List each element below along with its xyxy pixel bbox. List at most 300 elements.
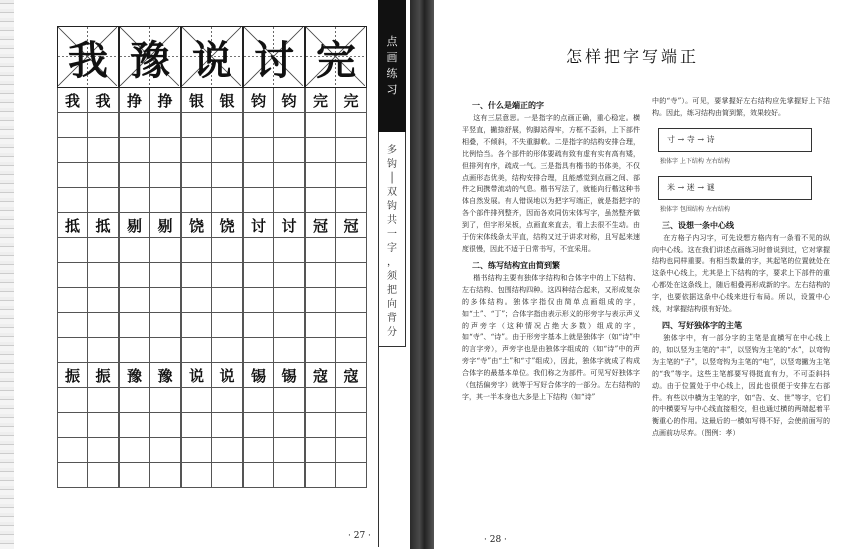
practice-cell[interactable] <box>181 263 212 288</box>
practice-cell[interactable] <box>150 188 181 213</box>
practice-cell[interactable] <box>274 338 305 363</box>
paragraph: 在方格子内习字，可先设想方格内有一条看不见的纵向中心线。这在我们讲述点画练习时曾说到过，它对掌握结构也同样重要。有相当数量的字，其起笔的位置就处在这条中心线上，尤其是上下结构的字，要求上下部件的重心都处在这条线上，随后相叠再形成新的字。左右结构的字，也要依据这条中心线来进行布局。所以，设置中心线，对掌握结构很有好处。 <box>652 233 830 314</box>
practice-cell[interactable] <box>181 288 212 313</box>
practice-row <box>57 363 119 388</box>
practice-row <box>243 288 305 313</box>
example-text: 寸 → 寺 → 诗 <box>667 134 715 144</box>
practice-row <box>181 463 243 488</box>
practice-cell[interactable] <box>150 113 181 138</box>
paragraph: 这有三层意思。一是指字的点画正确，重心稳定。横平竖直，撇捺舒展，钩脚站得牢，方框不歪斜，上下部件相叠，不倾斜，不失重脚軟。二是指字的结构安排合理，比例恰当。各个部件的形体要疏有致有虚有实有高有矮，但排列有序，疏成一气。三是指具有楷书的书体美，不仅点画形态优美，结构安排合理，且能感觉到点画之间、部件之间携带流动的气息。楷书写法了，就能向行楷这种书体自然发展。有人错误地以为把字写端正，就是指把字的各个部件排列整齐，因而各欢同仿宋体写字，虽然整齐做到了，但字形呆板，点画直来直去，看上去很不生动。由于仿宋体线条太平直，结构又过于讲求对称，且写起来速度很慢，因此不适于日常书写，不宜采用。 <box>462 114 640 253</box>
practice-row <box>243 263 305 288</box>
practice-cell[interactable] <box>336 463 367 488</box>
practice-cell[interactable] <box>150 463 181 488</box>
model-character: 我 <box>68 36 108 84</box>
practice-cell[interactable] <box>305 238 336 263</box>
model-character: 说 <box>192 36 232 84</box>
practice-cell[interactable] <box>119 338 150 363</box>
practice-cell[interactable]: 锡 <box>243 363 274 388</box>
practice-row <box>119 238 181 263</box>
practice-cell[interactable] <box>336 288 367 313</box>
practice-cell[interactable]: 豫 <box>119 363 150 388</box>
practice-cell[interactable] <box>243 188 274 213</box>
practice-cell[interactable] <box>243 263 274 288</box>
practice-cell[interactable]: 饶 <box>181 213 212 238</box>
model-character-box <box>57 26 119 88</box>
practice-cell[interactable] <box>119 163 150 188</box>
practice-cell[interactable] <box>57 138 88 163</box>
practice-cell[interactable] <box>305 413 336 438</box>
model-character-box <box>305 26 367 88</box>
practice-row <box>305 413 367 438</box>
practice-row <box>57 413 119 438</box>
practice-cell[interactable] <box>212 313 243 338</box>
practice-row <box>181 313 243 338</box>
practice-cell[interactable] <box>305 288 336 313</box>
practice-cell[interactable]: 说 <box>212 363 243 388</box>
practice-cell[interactable] <box>305 113 336 138</box>
practice-cell[interactable] <box>212 138 243 163</box>
practice-cell[interactable] <box>274 138 305 163</box>
practice-cell[interactable] <box>305 463 336 488</box>
example-box-1 <box>658 128 812 152</box>
practice-cell[interactable] <box>88 438 119 463</box>
practice-cell[interactable] <box>336 438 367 463</box>
practice-cell[interactable] <box>57 188 88 213</box>
practice-cell[interactable] <box>212 238 243 263</box>
practice-row <box>243 363 305 388</box>
side-rule <box>378 347 406 547</box>
practice-row <box>181 163 243 188</box>
practice-row <box>119 438 181 463</box>
practice-cell[interactable] <box>150 238 181 263</box>
practice-cell[interactable] <box>181 163 212 188</box>
practice-cell[interactable] <box>212 188 243 213</box>
side-heading-char: 习 <box>386 83 398 96</box>
practice-row <box>181 263 243 288</box>
practice-cell[interactable] <box>274 438 305 463</box>
practice-cell[interactable]: 钧 <box>243 88 274 113</box>
practice-cell[interactable] <box>88 463 119 488</box>
practice-cell[interactable] <box>336 188 367 213</box>
practice-cell[interactable] <box>336 163 367 188</box>
practice-cell[interactable] <box>305 163 336 188</box>
practice-cell[interactable] <box>212 288 243 313</box>
practice-row <box>119 88 181 113</box>
practice-cell[interactable]: 豫 <box>150 363 181 388</box>
practice-cell[interactable]: 银 <box>181 88 212 113</box>
practice-cell[interactable] <box>243 313 274 338</box>
side-verse-char: 背 <box>387 313 397 324</box>
side-verse-char: 多 <box>387 145 397 156</box>
practice-row <box>305 188 367 213</box>
page-number-left: · 27 · <box>348 531 371 541</box>
section-heading: 三、设想一条中心线 <box>662 219 734 230</box>
practice-cell[interactable] <box>119 388 150 413</box>
practice-cell[interactable] <box>243 238 274 263</box>
practice-row <box>305 213 367 238</box>
practice-cell[interactable] <box>57 438 88 463</box>
practice-row <box>181 288 243 313</box>
practice-cell[interactable]: 讨 <box>274 213 305 238</box>
practice-cell[interactable]: 振 <box>88 363 119 388</box>
practice-cell[interactable] <box>274 288 305 313</box>
practice-cell[interactable] <box>181 388 212 413</box>
page-number-right: · 28 · <box>484 535 507 545</box>
side-panel <box>378 0 406 549</box>
practice-column <box>57 26 119 488</box>
practice-cell[interactable] <box>274 238 305 263</box>
practice-cell[interactable] <box>243 163 274 188</box>
practice-row <box>57 113 119 138</box>
practice-row <box>57 338 119 363</box>
practice-cell[interactable] <box>88 113 119 138</box>
model-character: 豫 <box>130 36 170 84</box>
practice-cell[interactable] <box>181 113 212 138</box>
section-heading: 二、练写结构宜由简到繁 <box>472 259 560 270</box>
practice-cell[interactable]: 冠 <box>305 213 336 238</box>
side-verse-char: 钩 <box>387 201 397 212</box>
example-box-2 <box>658 176 812 200</box>
practice-row <box>57 163 119 188</box>
practice-row <box>181 113 243 138</box>
page-title: 怎样把字写端正 <box>566 47 700 66</box>
practice-row <box>181 413 243 438</box>
practice-cell[interactable] <box>274 113 305 138</box>
model-character-box <box>243 26 305 88</box>
practice-cell[interactable] <box>119 438 150 463</box>
practice-cell[interactable] <box>305 188 336 213</box>
side-verse-char: 向 <box>387 299 397 310</box>
section-heading: 一、什么是端正的字 <box>472 100 544 110</box>
practice-cell[interactable] <box>243 463 274 488</box>
practice-cell[interactable] <box>57 338 88 363</box>
practice-cell[interactable] <box>336 263 367 288</box>
practice-row <box>243 88 305 113</box>
practice-row <box>305 238 367 263</box>
practice-cell[interactable] <box>336 388 367 413</box>
practice-cell[interactable] <box>88 313 119 338</box>
practice-cell[interactable] <box>88 413 119 438</box>
practice-cell[interactable] <box>336 113 367 138</box>
practice-cell[interactable] <box>119 113 150 138</box>
practice-cell[interactable] <box>243 338 274 363</box>
side-verse-char: 钩 <box>387 159 397 170</box>
practice-cell[interactable]: 说 <box>181 363 212 388</box>
side-heading-char: 画 <box>386 51 398 64</box>
practice-cell[interactable] <box>181 238 212 263</box>
text-column-right <box>652 96 830 536</box>
text-column-left <box>462 96 640 536</box>
side-verse-char: 一 <box>387 229 397 240</box>
side-verse-char: │ <box>388 173 396 184</box>
practice-row <box>243 313 305 338</box>
practice-row <box>305 163 367 188</box>
practice-cell[interactable] <box>57 238 88 263</box>
practice-row <box>57 88 119 113</box>
practice-cell[interactable] <box>274 188 305 213</box>
practice-cell[interactable] <box>88 138 119 163</box>
practice-row <box>243 388 305 413</box>
practice-cell[interactable] <box>212 338 243 363</box>
practice-cell[interactable] <box>88 188 119 213</box>
practice-cell[interactable]: 剔 <box>150 213 181 238</box>
practice-cell[interactable] <box>274 413 305 438</box>
practice-cell[interactable] <box>57 413 88 438</box>
practice-cell[interactable] <box>119 288 150 313</box>
practice-cell[interactable] <box>181 463 212 488</box>
practice-cell[interactable] <box>305 338 336 363</box>
practice-cell[interactable] <box>150 288 181 313</box>
practice-cell[interactable] <box>57 263 88 288</box>
practice-row <box>119 288 181 313</box>
practice-cell[interactable] <box>150 313 181 338</box>
practice-cell[interactable]: 寇 <box>305 363 336 388</box>
practice-cell[interactable] <box>336 338 367 363</box>
side-verse-char: 分 <box>387 327 397 338</box>
practice-row <box>243 238 305 263</box>
practice-cell[interactable] <box>57 288 88 313</box>
practice-cell[interactable] <box>150 388 181 413</box>
practice-row <box>305 88 367 113</box>
practice-row <box>181 88 243 113</box>
practice-cell[interactable]: 寇 <box>336 363 367 388</box>
practice-column <box>181 26 243 488</box>
practice-cell[interactable]: 剔 <box>119 213 150 238</box>
practice-row <box>243 338 305 363</box>
paragraph: 中的“寺”）。可见，要掌握好左右结构应先掌握好上下结构。因此，练习结构由简到繁，效果较好。 <box>652 97 830 117</box>
practice-cell[interactable] <box>274 163 305 188</box>
practice-cell[interactable]: 抵 <box>88 213 119 238</box>
practice-row <box>243 138 305 163</box>
practice-row <box>181 338 243 363</box>
side-verse-char: 字 <box>387 243 397 254</box>
example-caption: 独体字 上下结构 左右结构 <box>660 157 730 165</box>
practice-cell[interactable] <box>212 438 243 463</box>
side-verse-char: ， <box>387 257 397 268</box>
practice-cell[interactable] <box>150 438 181 463</box>
practice-cell[interactable] <box>336 138 367 163</box>
practice-cell[interactable] <box>119 188 150 213</box>
practice-row <box>243 113 305 138</box>
practice-row <box>305 263 367 288</box>
practice-cell[interactable] <box>88 263 119 288</box>
practice-cell[interactable] <box>212 463 243 488</box>
practice-cell[interactable] <box>57 163 88 188</box>
practice-cell[interactable] <box>88 388 119 413</box>
book-gutter <box>410 0 434 549</box>
practice-row <box>181 213 243 238</box>
practice-cell[interactable] <box>119 413 150 438</box>
practice-row <box>119 163 181 188</box>
practice-row <box>119 463 181 488</box>
practice-row <box>57 213 119 238</box>
side-verse <box>378 132 406 347</box>
practice-row <box>119 363 181 388</box>
practice-cell[interactable] <box>274 263 305 288</box>
practice-cell[interactable] <box>212 263 243 288</box>
practice-row <box>181 438 243 463</box>
practice-row <box>181 388 243 413</box>
practice-row <box>57 313 119 338</box>
practice-cell[interactable] <box>243 138 274 163</box>
model-character: 讨 <box>254 36 294 84</box>
practice-cell[interactable] <box>243 413 274 438</box>
practice-cell[interactable]: 锡 <box>274 363 305 388</box>
practice-cell[interactable] <box>305 138 336 163</box>
practice-cell[interactable]: 冠 <box>336 213 367 238</box>
practice-cell[interactable]: 完 <box>336 88 367 113</box>
side-verse-char: 双 <box>387 187 397 198</box>
practice-cell[interactable] <box>150 263 181 288</box>
model-character-box <box>119 26 181 88</box>
practice-row <box>57 188 119 213</box>
practice-cell[interactable] <box>243 388 274 413</box>
practice-cell[interactable]: 讨 <box>243 213 274 238</box>
practice-row <box>57 263 119 288</box>
practice-cell[interactable] <box>336 238 367 263</box>
practice-cell[interactable] <box>119 463 150 488</box>
page-edge <box>0 0 14 549</box>
practice-row <box>305 113 367 138</box>
side-verse-char: 共 <box>387 215 397 226</box>
practice-column <box>305 26 367 488</box>
practice-column <box>243 26 305 488</box>
side-verse-char: 把 <box>387 285 397 296</box>
practice-cell[interactable] <box>119 138 150 163</box>
practice-row <box>243 188 305 213</box>
practice-cell[interactable] <box>181 338 212 363</box>
practice-cell[interactable] <box>274 313 305 338</box>
practice-row <box>305 313 367 338</box>
practice-row <box>57 388 119 413</box>
practice-cell[interactable]: 我 <box>57 88 88 113</box>
practice-cell[interactable] <box>305 388 336 413</box>
practice-cell[interactable]: 钧 <box>274 88 305 113</box>
practice-row <box>305 438 367 463</box>
practice-row <box>119 138 181 163</box>
practice-cell[interactable] <box>181 413 212 438</box>
practice-cell[interactable] <box>119 238 150 263</box>
practice-cell[interactable] <box>88 238 119 263</box>
practice-cell[interactable]: 我 <box>88 88 119 113</box>
practice-cell[interactable] <box>88 288 119 313</box>
practice-cell[interactable] <box>243 113 274 138</box>
practice-cell[interactable]: 完 <box>305 88 336 113</box>
practice-row <box>119 213 181 238</box>
practice-cell[interactable] <box>150 138 181 163</box>
practice-cell[interactable] <box>119 263 150 288</box>
practice-row <box>119 388 181 413</box>
practice-cell[interactable] <box>150 163 181 188</box>
practice-cell[interactable]: 挣 <box>119 88 150 113</box>
practice-cell[interactable] <box>274 388 305 413</box>
practice-row <box>181 188 243 213</box>
practice-row <box>57 138 119 163</box>
practice-cell[interactable] <box>212 413 243 438</box>
practice-row <box>243 438 305 463</box>
practice-row <box>305 363 367 388</box>
practice-row <box>305 138 367 163</box>
practice-row <box>243 163 305 188</box>
practice-cell[interactable]: 抵 <box>57 213 88 238</box>
practice-cell[interactable] <box>57 463 88 488</box>
practice-row <box>181 363 243 388</box>
practice-cell[interactable] <box>88 338 119 363</box>
practice-cell[interactable]: 银 <box>212 88 243 113</box>
practice-cell[interactable] <box>336 413 367 438</box>
side-heading <box>378 0 406 132</box>
practice-cell[interactable]: 振 <box>57 363 88 388</box>
practice-cell[interactable] <box>243 438 274 463</box>
practice-column <box>119 26 181 488</box>
practice-cell[interactable] <box>181 138 212 163</box>
practice-row <box>243 413 305 438</box>
practice-row <box>243 213 305 238</box>
practice-row <box>119 313 181 338</box>
side-heading-char: 点 <box>386 35 398 48</box>
practice-cell[interactable] <box>57 313 88 338</box>
practice-row <box>57 463 119 488</box>
practice-cell[interactable] <box>181 188 212 213</box>
left-page <box>0 0 410 549</box>
practice-cell[interactable] <box>150 338 181 363</box>
practice-row <box>305 338 367 363</box>
practice-row <box>119 338 181 363</box>
text-column-right-body <box>652 218 830 441</box>
practice-row <box>57 238 119 263</box>
paragraph: 独体字中，有一部分字的主笔是直横写在中心线上的，如以竖为主笔的“丰”，以竖钩为主笔的“水”，以弯钩为主笔的“子”，以竖弯钩为主笔的“电”，以竖弯撇为主笔的“我”等字。这些主笔都要写得挺直有力，不可歪斜抖动。由于位置处于中心线上，因此也很便于安排左右部件。有些以中横为主笔的字，如“告、女、世”等字，它们的中横要写与中心线直接相交，但也通过横的两端起着平衡重心的作用。这最后的一横如写得不好，会使前面写的点画前功尽弃。（图例：孝） <box>652 333 830 438</box>
practice-cell[interactable] <box>305 313 336 338</box>
practice-row <box>305 388 367 413</box>
practice-cell[interactable] <box>274 463 305 488</box>
model-character-box <box>181 26 243 88</box>
practice-cell[interactable] <box>150 413 181 438</box>
example-text: 米 → 迷 → 谜 <box>667 182 715 192</box>
practice-cell[interactable] <box>181 313 212 338</box>
practice-cell[interactable] <box>305 263 336 288</box>
paragraph: 楷书结构主要有独体字结构和合体字中的上下结构、左右结构、包围结构四种。这四种结合起来，又形成复杂的多体结构。独体字指仅由简单点画组成的字，如“土”、“丁”；合体字指由表示形义的形旁字与表示声义的声旁字（这种情况占绝大多数）组成的字，如“寺”、“诗”。由于形旁字基本上就是独体字（如“诗”中的言字旁），声旁字也是由独体字组成的（如“诗”中的声旁字“寺”由“土”和“寸”组成），因此，独体字就成了构成合体字的最基本单位。我们称之为部件。可见写好独体字（包括偏旁字）就等于写好合体字的一部分。左右结构的字，其一半本身也大多是上下结构（如“诗” <box>462 273 640 401</box>
practice-cell[interactable] <box>305 438 336 463</box>
side-heading-char: 练 <box>386 67 398 80</box>
practice-row <box>57 438 119 463</box>
practice-row <box>181 138 243 163</box>
practice-row <box>119 113 181 138</box>
practice-cell[interactable] <box>181 438 212 463</box>
practice-cell[interactable]: 挣 <box>150 88 181 113</box>
example-caption: 独体字 包围结构 左右结构 <box>660 205 730 213</box>
practice-cell[interactable]: 饶 <box>212 213 243 238</box>
model-character: 完 <box>316 36 356 84</box>
side-verse-char: 须 <box>387 271 397 282</box>
practice-cell[interactable] <box>57 113 88 138</box>
practice-row <box>243 463 305 488</box>
practice-row <box>57 288 119 313</box>
practice-cell[interactable] <box>119 313 150 338</box>
practice-cell[interactable] <box>212 113 243 138</box>
practice-cell[interactable] <box>243 288 274 313</box>
practice-cell[interactable] <box>212 163 243 188</box>
right-page <box>434 0 846 549</box>
practice-row <box>181 238 243 263</box>
practice-row <box>119 263 181 288</box>
practice-cell[interactable] <box>88 163 119 188</box>
practice-cell[interactable] <box>57 388 88 413</box>
section-heading: 四、写好独体字的主笔 <box>662 319 742 330</box>
practice-cell[interactable] <box>212 388 243 413</box>
practice-row <box>305 288 367 313</box>
practice-cell[interactable] <box>336 313 367 338</box>
practice-row <box>119 413 181 438</box>
